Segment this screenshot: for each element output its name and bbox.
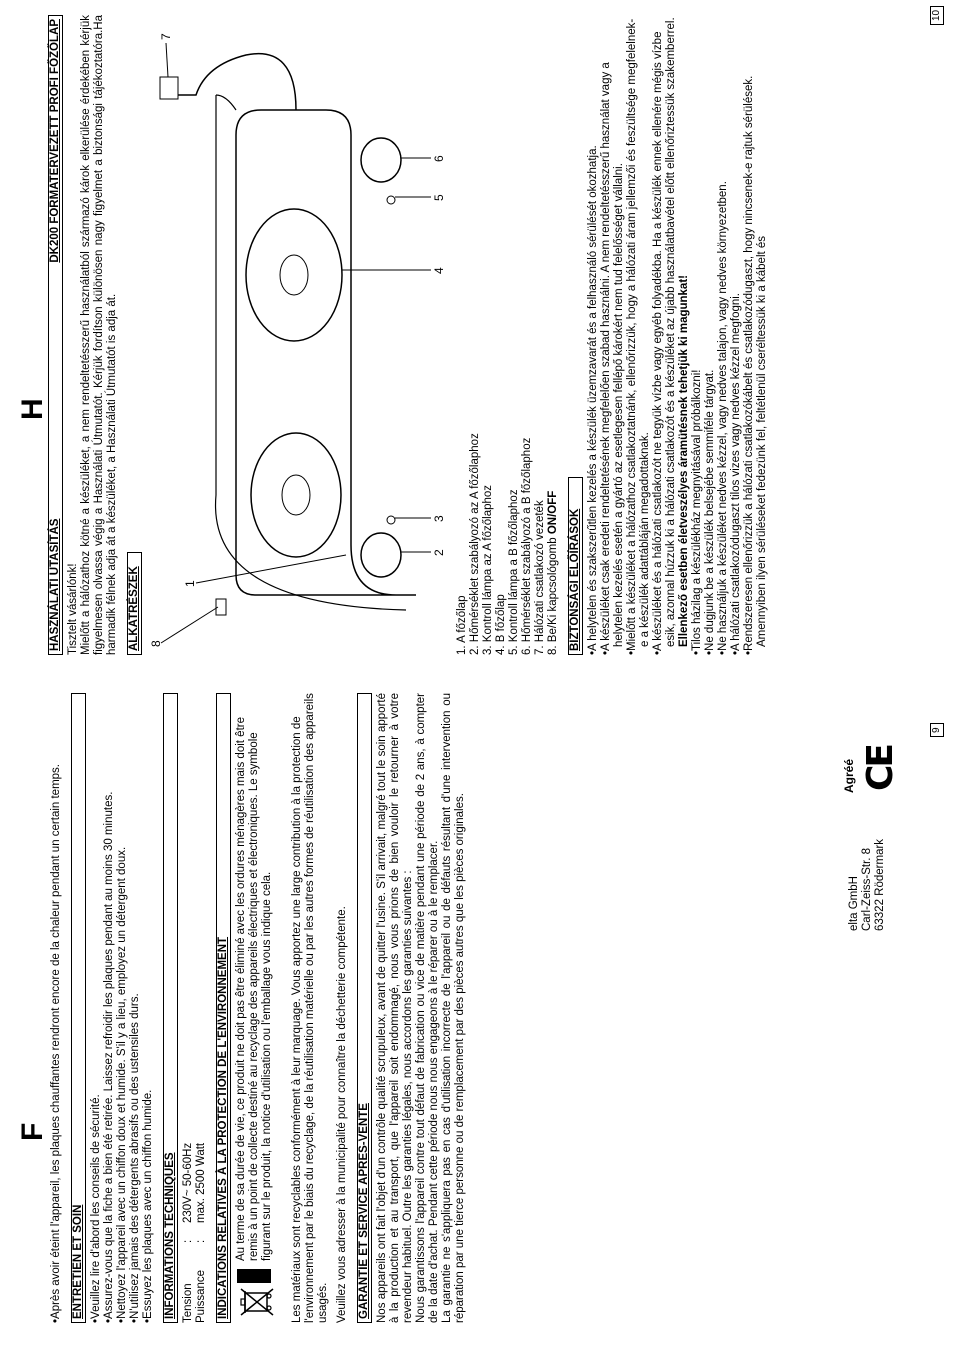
garantie-paragraph: Nous garantissons l'appareil contre tout défaut de fabrication ou vice de matière pendant une période de 2 ans, à compter de la date d'achat. Pendant cette période nous nous engageons à le réparer ou à le remplacer. — [415, 693, 440, 1323]
list-item: 5. Kontroll lámpa a B főzőlaphoz — [508, 489, 520, 655]
heading-entretien: ENTRETIEN ET SOIN — [71, 693, 86, 1323]
spec-row: Puissance : max. 2500 Watt — [195, 1142, 207, 1323]
garantie-paragraph: Nos appareils ont fait l'objet d'un contrôle qualité scrupuleux, avant de quitter l'usine. S'il arrivait, malgré tout le soin apporté à la production et au transport, que l'appareil soit endommagé, nous vous prions de bien vouloir le retourner à votre revendeur habituel. Outre les garanties légales, nous accordons les garanties suivantes : — [376, 693, 414, 1323]
list-item: 3. Kontroll lámpa az A főzőlaphoz — [482, 484, 494, 655]
weee-block — [235, 693, 287, 1323]
list-item: •Mielőtt a készüléket a hálózathoz csatlakoztatnánk, ellenőrizzük, hogy a hálózati áram jellemzői és feszültsége megfelelnek-e a készülék adattábláján megadottaknak. — [626, 18, 651, 655]
cooktop-diagram — [146, 15, 446, 655]
list-item: •Nettoyez l'appareil avec un chiffon doux et humide. S'il y a lieu, employez un détergent doux. — [116, 846, 128, 1323]
intro-note: •Après avoir éteint l'appareil, les plaques chauffantes rendront encore de la chaleur pendant un certain temps. — [50, 763, 62, 1323]
page-french — [0, 676, 954, 1351]
weee-bar-icon — [237, 1269, 271, 1283]
heading-garantie: GARANTIE ET SERVICE APRES-VENTE — [357, 693, 372, 1323]
callout-2: 2 — [432, 549, 446, 556]
approval-label: Agréé — [842, 758, 856, 793]
list-item: •A hálózati csatlakozódugaszt tilos vizes vagy nedves kézzel megfogni. — [730, 292, 742, 655]
page-hungarian — [0, 0, 954, 675]
callout-1: 1 — [183, 580, 197, 587]
list-item: •A helytelen és szakszerűtlen kezelés a készülék üzemzavarát és a felhasználó sérülését okozhatja. — [587, 145, 599, 655]
parts-list — [456, 15, 560, 655]
callout-5: 5 — [432, 194, 446, 201]
garantie-paragraph: La garantie ne s'appliquera pas en cas d'utilisation incorrecte de l'appareil ou de défauts résultant d'une intervention ou réparation par une tierce personne ou de remplacement par des pièces autres que les pièces originales. — [441, 693, 466, 1323]
list-item: 7. Hálózati csatlakozó vezeték — [534, 500, 546, 655]
heading-infos: INFORMATIONS TECHNIQUES — [163, 693, 178, 1323]
page-number: 10 — [930, 6, 944, 25]
callout-4: 4 — [432, 267, 446, 274]
list-item: •Tilos házilag a készülékház megnyitásával próbálkozni! — [691, 369, 703, 655]
list-item: 4. B főzőlap — [495, 594, 507, 655]
hungarian-column — [40, 15, 769, 655]
list-item: 2. Hőmérséklet szabályozó az A főzőlaphoz — [469, 433, 481, 655]
list-item: •N'utilisez jamais des détergents abrasifs ou des ustensiles durs. — [129, 993, 141, 1323]
callout-7: 7 — [159, 33, 173, 40]
manufacturer-address: elta GmbH Carl-Zeiss-Str. 8 63322 Rödermark — [848, 838, 886, 931]
list-item: 8. Be/Ki kapcsológomb ON/OFF — [547, 490, 559, 655]
page-number: 9 — [930, 723, 944, 737]
french-column — [50, 693, 467, 1323]
heading-environnement: INDICATIONS RELATIVES À LA PROTECTION DE L'ENVIRONNEMENT — [216, 693, 231, 1323]
list-item: •Essuyez les plaques avec un chiffon humide. — [142, 1089, 154, 1323]
list-item: 1. A főzőlap — [456, 595, 468, 655]
ce-mark-icon: CE — [860, 745, 901, 791]
list-item: •Rendszeresen ellenőrizzük a hálózati csatlakozókábelt és csatlakozódugaszt, hogy nincsenek-e rajtuk sérülések. Amennyiben ilyen sérüléseket fedezünk fel, feltétlenül cseréltessük ki a kábelt és — [743, 75, 768, 655]
language-letter: F — [16, 1122, 49, 1141]
intro-paragraph: Mielőtt a hálózathoz kötné a készüléket, a nem rendeltetésszerű használatból származó károk elkerülése érdekében kérjük figyelmesen olvassa végig a Használati Útmutatót. Kérjük fordítson különösen nagy figyelmet a biztonsági tájékoztatóra.Ha harmadik félnek adja át a készüléket, a Használati Útmutatót is adja át. — [80, 15, 118, 655]
callout-6: 6 — [432, 155, 446, 162]
list-item: •Assurez-vous que la fiche a bien été retirée. Laissez refroidir les plaques pendant au moins 30 minutes. — [103, 791, 115, 1323]
crossed-bin-icon — [237, 1283, 277, 1319]
env-paragraph: Au terme de sa durée de vie, ce produit ne doit pas être éliminé avec les ordures ménagères mais doit être remis à un point de collecte destiné au recyclage des appareils électriques et électroniques. Le symbole figurant sur le produit, la notice d'utilisation ou l'emballage vous indique cela. — [235, 717, 273, 1261]
heading-manual: HASZNÁLATI UTASÍTÁS DK200 FORMATERVEZETT PROFI FŐZŐLAP — [48, 15, 63, 655]
list-item: •A készüléket csak eredeti rendeltetésének megfelelően szabad használni. A nem rendeltetésszerű használat vagy a helytelen kezelés esetén a gyártó az esetlegesen fellépő károkért nem tud felelősséget vállalni. — [600, 62, 625, 655]
heading-parts: ALKATRÉSZEK — [127, 552, 142, 655]
callout-3: 3 — [432, 515, 446, 522]
safety-list — [587, 15, 769, 655]
spec-row: Tension : 230V~ 50-60Hz — [182, 1142, 194, 1323]
list-item: 6. Hőmérséklet szabályozó a B főzőlaphoz — [521, 437, 533, 655]
language-letter: H — [16, 398, 49, 420]
env-paragraph: Veuillez vous adresser à la municipalité pour connaître la déchetterie compétente. — [336, 906, 348, 1323]
list-item: •A készüléket és a hálózati csatlakozót ne tegyük vízbe vagy egyéb folyadékba. Ha a készülék ennek ellenére mégis vízbe esik, azonnal húzzuk ki a hálózati csatlakozót és a készüléket az újabb használatbavétel előtt ellenőriztessük szakemberrel. Ellenkező esetben életveszélyes áramütésnek tehetjük ki magunkat! — [652, 17, 690, 655]
heading-safety: BIZTONSÁGI ELŐÍRÁSOK — [568, 477, 583, 655]
callout-8: 8 — [149, 640, 163, 647]
list-item: •Ne használjuk a készüléket nedves kézzel, vagy nedves talajon, vagy nedves környezetben. — [717, 181, 729, 655]
greeting: Tisztelt vásárlónk! — [67, 563, 79, 655]
list-item: •Ne dugjunk be a készülék belsejébe semmiféle tárgyat. — [704, 369, 716, 655]
env-paragraph: Les matériaux sont recyclables conformément à leur marquage. Vous apportez une large contribution à la protection de l'environnement par le biais du recyclage, de la réutilisation matérielle ou par les autres formes de réutilisation des appareils usagés. — [291, 693, 329, 1323]
list-item: •Veuillez lire d'abord les conseils de sécurité. — [90, 1094, 102, 1323]
